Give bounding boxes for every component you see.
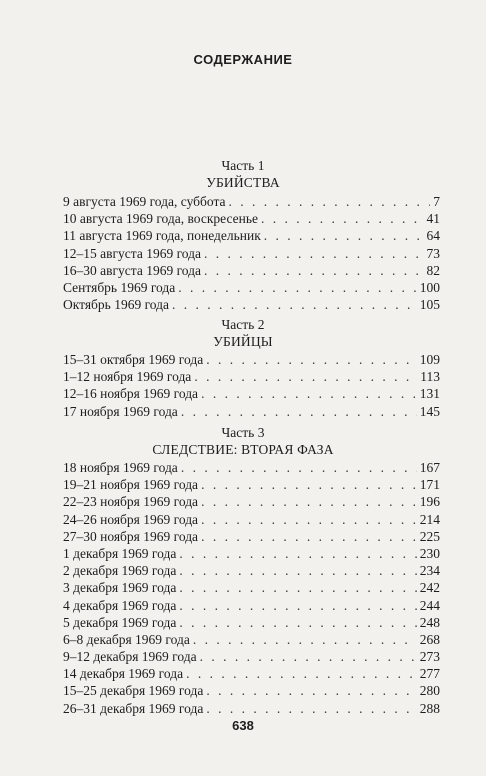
toc-entry[interactable] [63,493,440,510]
entry-page: 64 [426,228,440,244]
entry-label: 2 декабря 1969 года [63,563,177,579]
entry-page: 268 [419,631,440,647]
entry-label: 14 декабря 1969 года [63,666,184,682]
toc-entry[interactable] [63,193,440,210]
entry-page: 82 [426,262,440,278]
toc-entry[interactable] [63,279,440,296]
toc-entry[interactable] [63,262,440,279]
toc-entry[interactable] [63,597,440,614]
leader-dots [181,403,417,420]
part-name: СЛЕДСТВИЕ: ВТОРАЯ ФАЗА [152,442,334,457]
entry-page: 277 [419,666,440,682]
entry-page: 242 [419,580,440,596]
entry-label: 6–8 декабря 1969 года [63,631,190,647]
part-number: Часть 2 [221,317,265,332]
leader-dots [206,682,416,699]
entry-label: 15–31 октября 1969 года [63,352,204,367]
leader-dots [201,385,417,402]
part-2-heading [0,317,486,351]
part-1-entries [63,193,440,313]
toc-entry[interactable] [63,614,440,631]
entry-page: 7 [433,194,440,209]
part-number: Часть 1 [221,158,265,173]
entry-page: 131 [419,386,440,402]
entry-page: 248 [419,614,440,630]
entry-label: 10 августа 1969 года, воскресенье [63,211,259,227]
part-3-entries [63,459,440,717]
toc-entry[interactable] [63,511,440,528]
toc-entry[interactable] [63,245,440,262]
part-name: УБИЙЦЫ [213,334,273,349]
leader-dots [181,459,417,476]
leader-dots [261,210,423,227]
leader-dots [193,631,417,648]
entry-label: 22–23 ноября 1969 года [63,494,199,510]
entry-page: 113 [420,369,440,385]
entry-label: 24–26 ноября 1969 года [63,511,199,527]
toc-entry[interactable] [63,545,440,562]
entry-label: 1–12 ноября 1969 года [63,369,192,385]
leader-dots [201,476,417,493]
leader-dots [229,193,431,210]
leader-dots [206,351,417,368]
toc-entry[interactable] [63,227,440,244]
entry-label: 18 ноября 1969 года [63,460,178,475]
entry-label: 4 декабря 1969 года [63,597,177,613]
page-number: 638 [232,718,254,733]
part-number: Часть 3 [221,425,265,440]
entry-label: Сентябрь 1969 года [63,279,176,295]
toc-entry[interactable] [63,210,440,227]
part-2-entries [63,351,440,420]
toc-entry[interactable] [63,368,440,385]
entry-page: 73 [426,245,440,261]
toc-entry[interactable] [63,682,440,699]
entry-label: 9–12 декабря 1969 года [63,649,197,665]
toc-entry[interactable] [63,296,440,313]
entry-label: 17 ноября 1969 года [63,403,178,419]
entry-label: 11 августа 1969 года, понедельник [63,228,261,244]
entry-page: 244 [419,597,440,613]
leader-dots [264,227,424,244]
toc-entry[interactable] [63,351,440,368]
toc-entry[interactable] [63,476,440,493]
leader-dots [179,562,416,579]
toc-entry[interactable] [63,700,440,717]
leader-dots [179,579,416,596]
entry-page: 167 [419,460,440,475]
entry-page: 214 [419,511,440,527]
entry-page: 273 [419,649,440,665]
toc-entry[interactable] [63,579,440,596]
entry-page: 196 [419,494,440,510]
leader-dots [204,262,424,279]
toc-entry[interactable] [63,385,440,402]
entry-page: 100 [419,279,440,295]
entry-label: 19–21 ноября 1969 года [63,477,199,493]
page-title: СОДЕРЖАНИЕ [193,52,293,67]
leader-dots [201,493,417,510]
leader-dots [206,700,416,717]
entry-page: 145 [419,403,440,419]
entry-label: 27–30 ноября 1969 года [63,528,199,544]
toc-entry[interactable] [63,648,440,665]
entry-label: 15–25 декабря 1969 года [63,683,204,699]
entry-label: 12–16 ноября 1969 года [63,386,199,402]
leader-dots [201,511,417,528]
leader-dots [178,279,416,296]
leader-dots [179,545,416,562]
leader-dots [194,368,417,385]
entry-page: 234 [419,563,440,579]
entry-page: 109 [419,352,440,367]
toc-entry[interactable] [63,631,440,648]
entry-label: 3 декабря 1969 года [63,580,177,596]
toc-entry[interactable] [63,459,440,476]
toc-entry[interactable] [63,528,440,545]
entry-label: 16–30 августа 1969 года [63,262,201,278]
entry-label: 1 декабря 1969 года [63,545,177,561]
entry-label: 26–31 декабря 1969 года [63,700,204,716]
part-3-heading [0,425,486,459]
leader-dots [179,597,416,614]
entry-page: 288 [419,700,440,716]
toc-entry[interactable] [63,403,440,420]
entry-label: 9 августа 1969 года, суббота [63,194,226,209]
leader-dots [204,245,424,262]
leader-dots [201,528,417,545]
toc-entry[interactable] [63,665,440,682]
entry-page: 230 [419,545,440,561]
leader-dots [172,296,417,313]
toc-entry[interactable] [63,562,440,579]
part-name: УБИЙСТВА [206,175,280,190]
entry-page: 171 [419,477,440,493]
part-1-heading [0,158,486,192]
entry-page: 105 [419,297,440,313]
entry-label: 5 декабря 1969 года [63,614,177,630]
leader-dots [200,648,417,665]
entry-page: 280 [419,683,440,699]
entry-page: 41 [426,211,440,227]
leader-dots [179,614,416,631]
entry-label: 12–15 августа 1969 года [63,245,201,261]
leader-dots [186,665,417,682]
entry-label: Октябрь 1969 года [63,297,170,313]
entry-page: 225 [419,528,440,544]
